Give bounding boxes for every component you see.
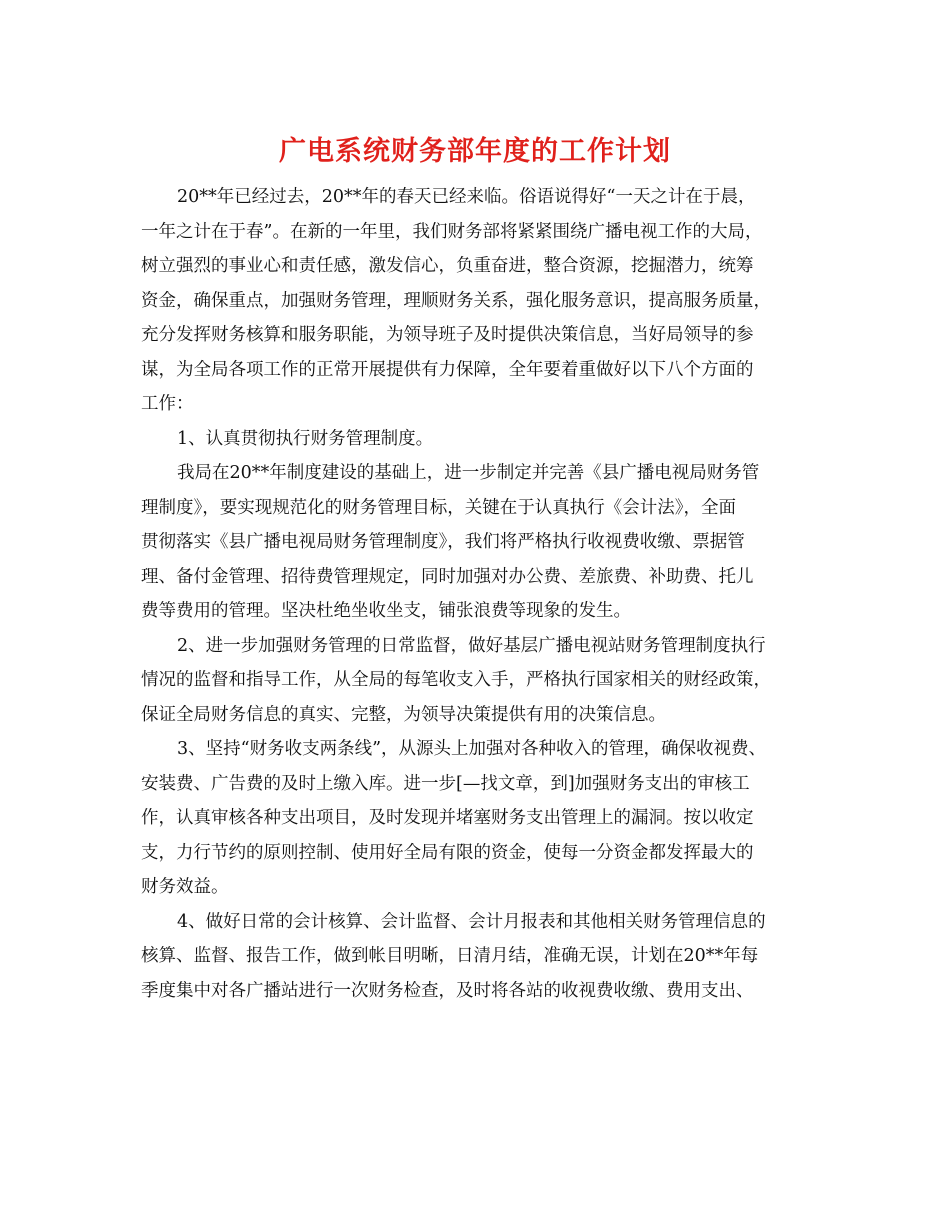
paragraph-line: 一年之计在于春”。在新的一年里，我们财务部将紧紧围绕广播电视工作的大局， — [141, 221, 763, 242]
paragraph-line: 充分发挥财务核算和服务职能，为领导班子及时提供决策信息，当好局领导的参 — [141, 325, 754, 345]
paragraph-line: 保证全局财务信息的真实、完整，为领导决策提供有用的决策信息。 — [141, 704, 666, 725]
paragraph-line: 20**年已经过去，20**年的春天已经来临。俗语说得好“一天之计在于晨， — [177, 187, 756, 207]
paragraph-line: 季度集中对各广播站进行一次财务检查，及时将各站的收视费收缴、费用支出、 — [141, 980, 754, 1001]
paragraph-line: 1、认真贯彻执行财务管理制度。 — [177, 428, 434, 449]
document-title: 广电系统财务部年度的工作计划 — [279, 136, 671, 167]
paragraph-line: 2、进一步加强财务管理的日常监督，做好基层广播电视站财务管理制度执行 — [177, 635, 766, 656]
paragraph-line: 情况的监督和指导工作，从全局的每笔收支入手，严格执行国家相关的财经政策， — [141, 670, 771, 690]
paragraph-line: 理、备付金管理、招待费管理规定，同时加强对办公费、差旅费、补助费、托儿 — [141, 566, 754, 587]
paragraph-line: 支，力行节约的原则控制、使用好全局有限的资金，使每一分资金都发挥最大的 — [141, 842, 754, 863]
paragraph-line: 资金，确保重点，加强财务管理，理顺财务关系，强化服务意识，提高服务质量， — [141, 290, 771, 311]
paragraph-line: 工作： — [141, 394, 194, 414]
paragraph-line: 我局在20**年制度建设的基础上，进一步制定并完善《县广播电视局财务管 — [177, 463, 760, 483]
paragraph-line: 3、坚持“财务收支两条线”，从源头上加强对各种收入的管理，确保收视费、 — [177, 739, 767, 759]
paragraph-line: 安装费、广告费的及时上缴入库。进一步[—找文章，到]加强财务支出的审核工 — [141, 773, 750, 794]
paragraph-line: 树立强烈的事业心和责任感，激发信心，负重奋进，整合资源，挖掘潜力，统筹 — [141, 256, 754, 276]
paragraph-line: 费等费用的管理。坚决杜绝坐收坐支，铺张浪费等现象的发生。 — [141, 601, 631, 621]
paragraph-line: 财务效益。 — [141, 877, 229, 897]
paragraph-line: 作，认真审核各种支出项目，及时发现并堵塞财务支出管理上的漏洞。按以收定 — [141, 808, 754, 828]
paragraph-line: 谋，为全局各项工作的正常开展提供有力保障，全年要着重做好以下八个方面的 — [141, 359, 754, 380]
paragraph-line: 理制度》，要实现规范化的财务管理目标，关键在于认真执行《会计法》，全面 — [141, 497, 736, 518]
paragraph-line: 4、做好日常的会计核算、会计监督、会计月报表和其他相关财务管理信息的 — [177, 911, 766, 932]
document-body — [141, 180, 821, 1008]
paragraph-line: 核算、监督、报告工作，做到帐目明晰，日清月结，准确无误，计划在20**年每 — [141, 946, 759, 966]
paragraph-line: 贯彻落实《县广播电视局财务管理制度》，我们将严格执行收视费收缴、票据管 — [141, 532, 745, 552]
